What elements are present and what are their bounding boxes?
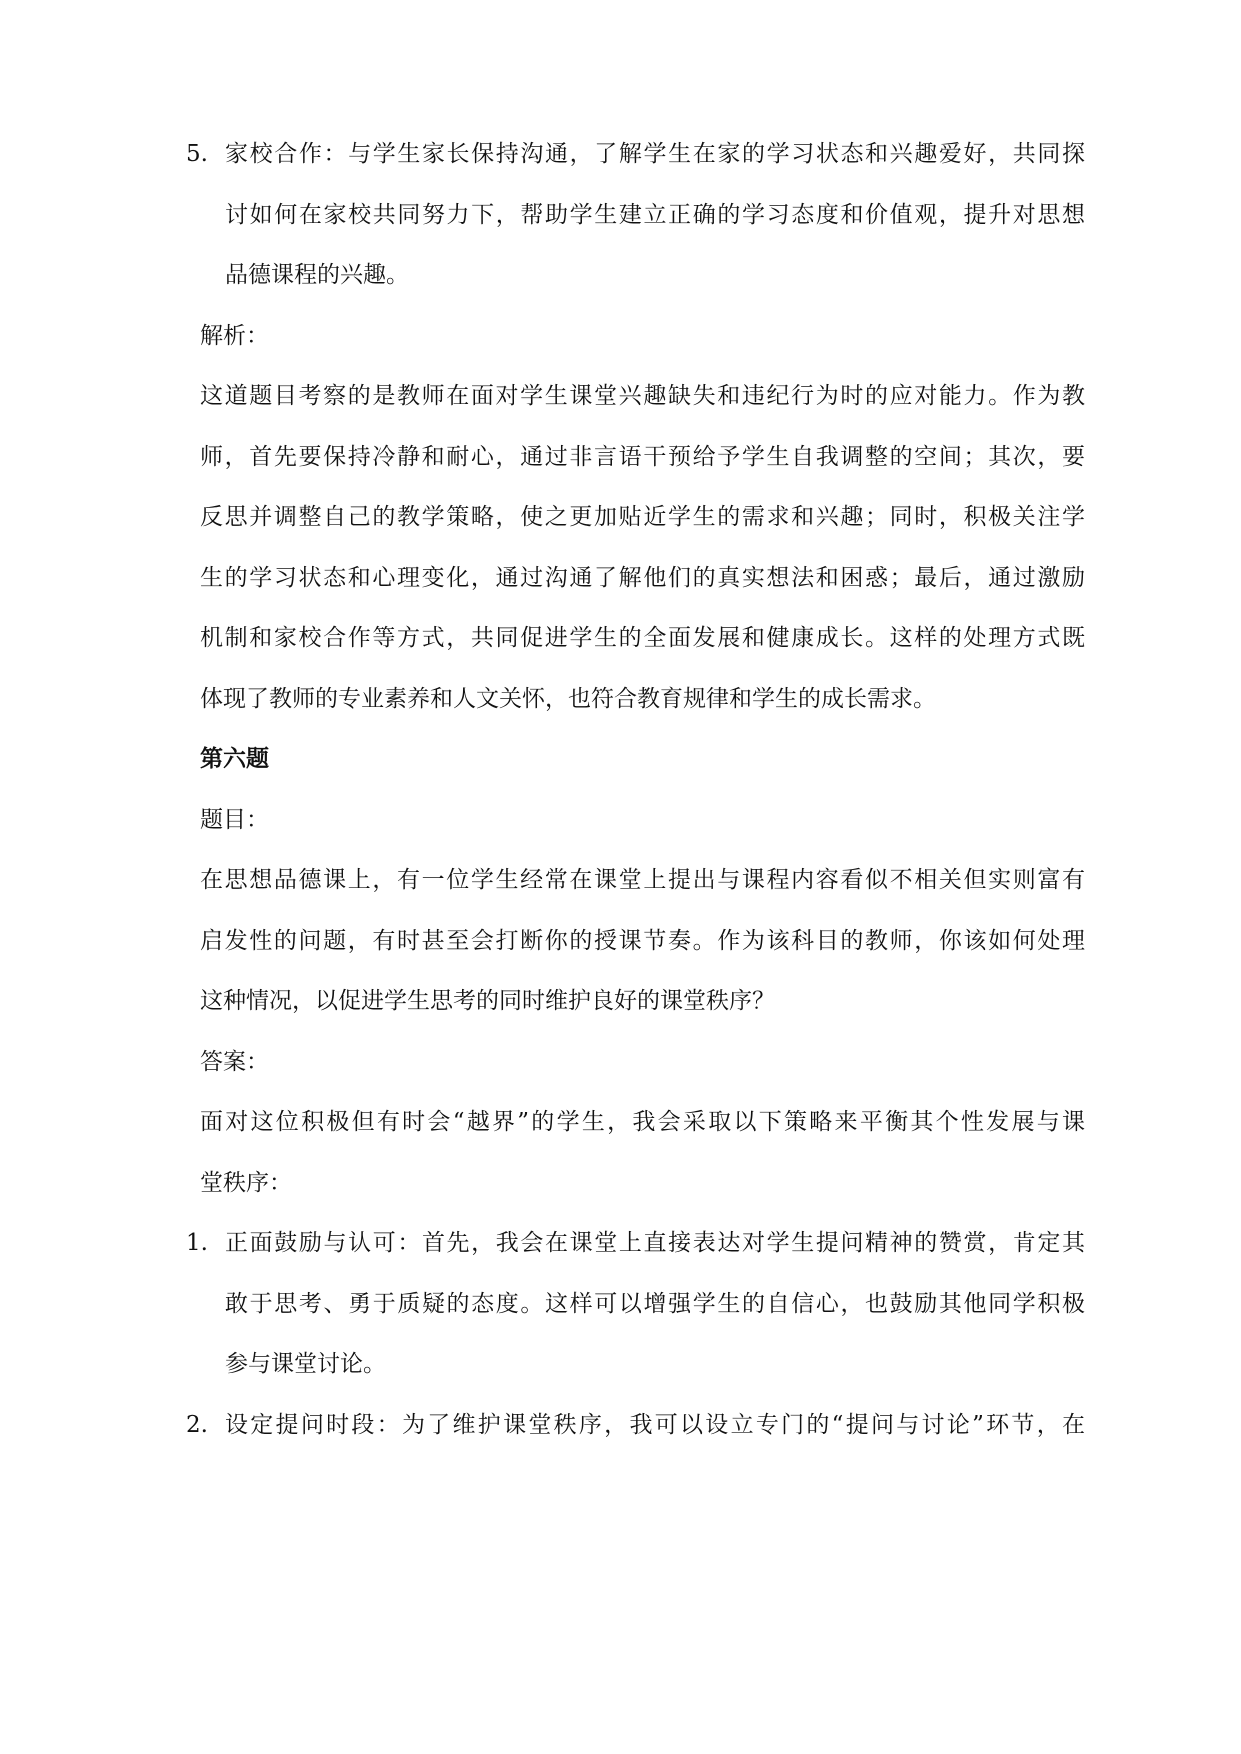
list-item-text: 敢于思考、勇于质疑的态度。这样可以增强学生的自信心，也鼓励其他同学积极 — [225, 1291, 1085, 1317]
list-item-text: 家校合作：与学生家长保持沟通，了解学生在家的学习状态和兴趣爱好，共同探 — [225, 141, 1085, 167]
section-heading: 第六题 — [200, 745, 269, 772]
list-number: 2. — [186, 1412, 208, 1438]
list-item-text: 品德课程的兴趣。 — [225, 262, 409, 288]
analysis-paragraph-line: 机制和家校合作等方式，共同促进学生的全面发展和健康成长。这样的处理方式既 — [200, 625, 1085, 651]
question-paragraph-line: 启发性的问题，有时甚至会打断你的授课节奏。作为该科目的教师，你该如何处理 — [200, 928, 1085, 954]
list-number: 5. — [186, 141, 208, 167]
answer-label: 答案： — [200, 1049, 269, 1075]
question-paragraph-line: 这种情况，以促进学生思考的同时维护良好的课堂秩序？ — [200, 988, 775, 1014]
list-item-text: 讨如何在家校共同努力下，帮助学生建立正确的学习态度和价值观，提升对思想 — [225, 202, 1085, 228]
analysis-paragraph-line: 这道题目考察的是教师在面对学生课堂兴趣缺失和违纪行为时的应对能力。作为教 — [200, 383, 1085, 409]
analysis-label: 解析： — [200, 323, 269, 349]
list-item-text: 设定提问时段：为了维护课堂秩序，我可以设立专门的“提问与讨论”环节，在 — [225, 1412, 1085, 1438]
analysis-paragraph-line: 生的学习状态和心理变化，通过沟通了解他们的真实想法和困惑；最后，通过激励 — [200, 565, 1085, 591]
analysis-paragraph-line: 师，首先要保持冷静和耐心，通过非言语干预给予学生自我调整的空间；其次，要 — [200, 444, 1085, 470]
analysis-paragraph-line: 反思并调整自己的教学策略，使之更加贴近学生的需求和兴趣；同时，积极关注学 — [200, 504, 1085, 530]
list-number: 1. — [186, 1230, 208, 1256]
answer-paragraph-line: 堂秩序： — [200, 1170, 292, 1196]
question-paragraph-line: 在思想品德课上，有一位学生经常在课堂上提出与课程内容看似不相关但实则富有 — [200, 867, 1085, 893]
question-label: 题目： — [200, 807, 269, 833]
list-item-text: 正面鼓励与认可：首先，我会在课堂上直接表达对学生提问精神的赞赏，肯定其 — [225, 1230, 1085, 1256]
analysis-paragraph-line: 体现了教师的专业素养和人文关怀，也符合教育规律和学生的成长需求。 — [200, 686, 936, 712]
answer-paragraph-line: 面对这位积极但有时会“越界”的学生，我会采取以下策略来平衡其个性发展与课 — [200, 1109, 1085, 1135]
list-item-text: 参与课堂讨论。 — [225, 1351, 386, 1377]
